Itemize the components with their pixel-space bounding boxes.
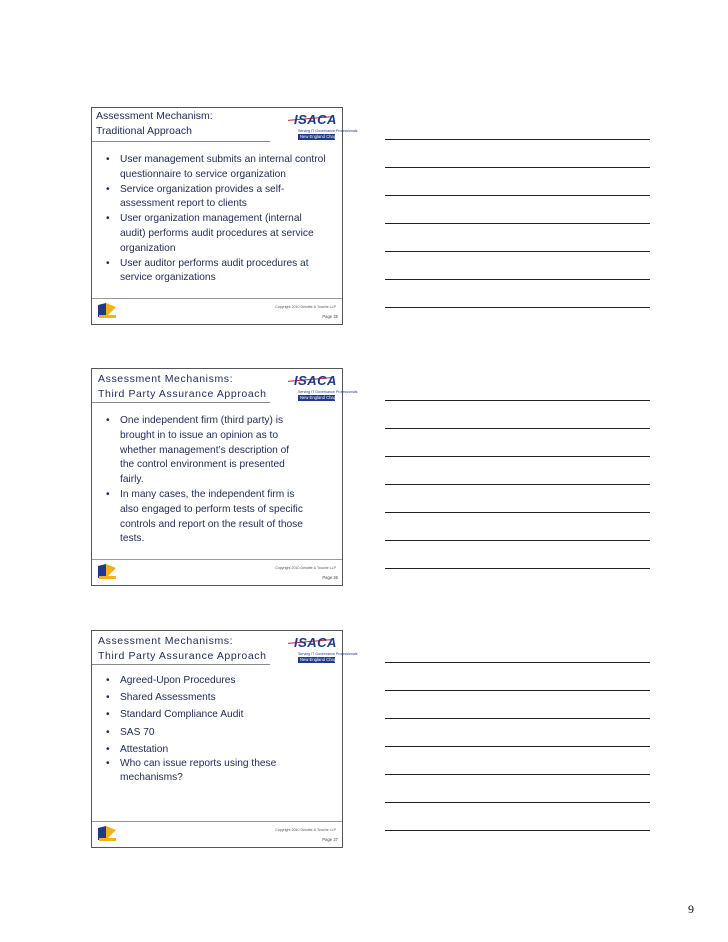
slide-title: [98, 372, 267, 402]
notes-line: [385, 195, 650, 196]
notes-line: [385, 400, 650, 401]
bullet-list: [104, 153, 330, 286]
notes-line: [385, 484, 650, 485]
page-number: 9: [688, 902, 694, 916]
footer-logo-icon: [96, 303, 118, 319]
notes-line: [385, 802, 650, 803]
notes-line: [385, 139, 650, 140]
footer-logo-icon: [96, 564, 118, 580]
list-item: • One independent firm (third party) is brought in to issue an opinion as to whether management’s description of the control environment is presented fairly.: [104, 414, 304, 488]
footer-divider: [92, 821, 342, 822]
list-item: • Standard Compliance Audit: [104, 708, 314, 722]
notes-line: [385, 456, 650, 457]
bullet-list: [104, 674, 314, 785]
list-item: • User management submits an internal control questionnaire to service organization: [104, 153, 330, 183]
notes-line: [385, 251, 650, 252]
copyright-text: Copyright 2010 Deloitte & Touche LLP: [275, 305, 336, 309]
copyright-text: Copyright 2010 Deloitte & Touche LLP: [275, 566, 336, 570]
slide-title-line: Assessment Mechanisms:: [98, 373, 234, 385]
notes-line: [385, 662, 650, 663]
slide-title-line: Assessment Mechanism:: [96, 110, 213, 122]
slide-title: [96, 109, 213, 139]
notes-line: [385, 718, 650, 719]
slide-thumbnail: [91, 368, 358, 586]
notes-line: [385, 428, 650, 429]
slide-page-number: Page 26: [322, 575, 338, 580]
slide-title-line: Third Party Assurance Approach: [98, 650, 267, 662]
footer-logo-icon: [96, 826, 118, 842]
notes-line: [385, 512, 650, 513]
footer-divider: [92, 298, 342, 299]
isaca-logo: ISACA Serving IT Governance Professionals New England Chapter: [288, 112, 336, 142]
title-divider: [92, 141, 270, 142]
list-item: • Attestation: [104, 743, 314, 757]
notes-line: [385, 540, 650, 541]
isaca-logo: ISACA Serving IT Governance Professionals New England Chapter: [288, 373, 336, 403]
isaca-logo: ISACA Serving IT Governance Professionals New England Chapter: [288, 635, 336, 665]
title-divider: [92, 402, 270, 403]
notes-line: [385, 167, 650, 168]
slide-page-number: Page 25: [322, 314, 338, 319]
notes-line: [385, 307, 650, 308]
notes-line: [385, 830, 650, 831]
slide-thumbnail: [91, 630, 358, 848]
list-item: • Agreed-Upon Procedures: [104, 674, 314, 688]
list-item: • Shared Assessments: [104, 691, 314, 705]
slide-title: [98, 634, 267, 664]
copyright-text: Copyright 2010 Deloitte & Touche LLP: [275, 828, 336, 832]
notes-line: [385, 774, 650, 775]
slide-page-number: Page 27: [322, 837, 338, 842]
notes-line: [385, 279, 650, 280]
footer-divider: [92, 559, 342, 560]
notes-line: [385, 690, 650, 691]
bullet-list: [104, 414, 304, 547]
list-item: • In many cases, the independent firm is also engaged to perform tests of specific controls and report on the result of those tests.: [104, 488, 304, 547]
list-item: • SAS 70: [104, 726, 314, 740]
slide-title-line: Assessment Mechanisms:: [98, 635, 234, 647]
notes-line: [385, 746, 650, 747]
list-item: • User organization management (internal audit) performs audit procedures at service organization: [104, 212, 330, 256]
slide-title-line: Third Party Assurance Approach: [98, 388, 267, 400]
list-item: • Service organization provides a self-assessment report to clients: [104, 183, 330, 213]
title-divider: [92, 664, 270, 665]
list-item: • User auditor performs audit procedures at service organizations: [104, 257, 330, 287]
slide-thumbnail: [91, 107, 358, 325]
notes-line: [385, 568, 650, 569]
notes-line: [385, 223, 650, 224]
list-item: • Who can issue reports using these mechanisms?: [104, 757, 314, 785]
slide-title-line: Traditional Approach: [96, 125, 192, 137]
